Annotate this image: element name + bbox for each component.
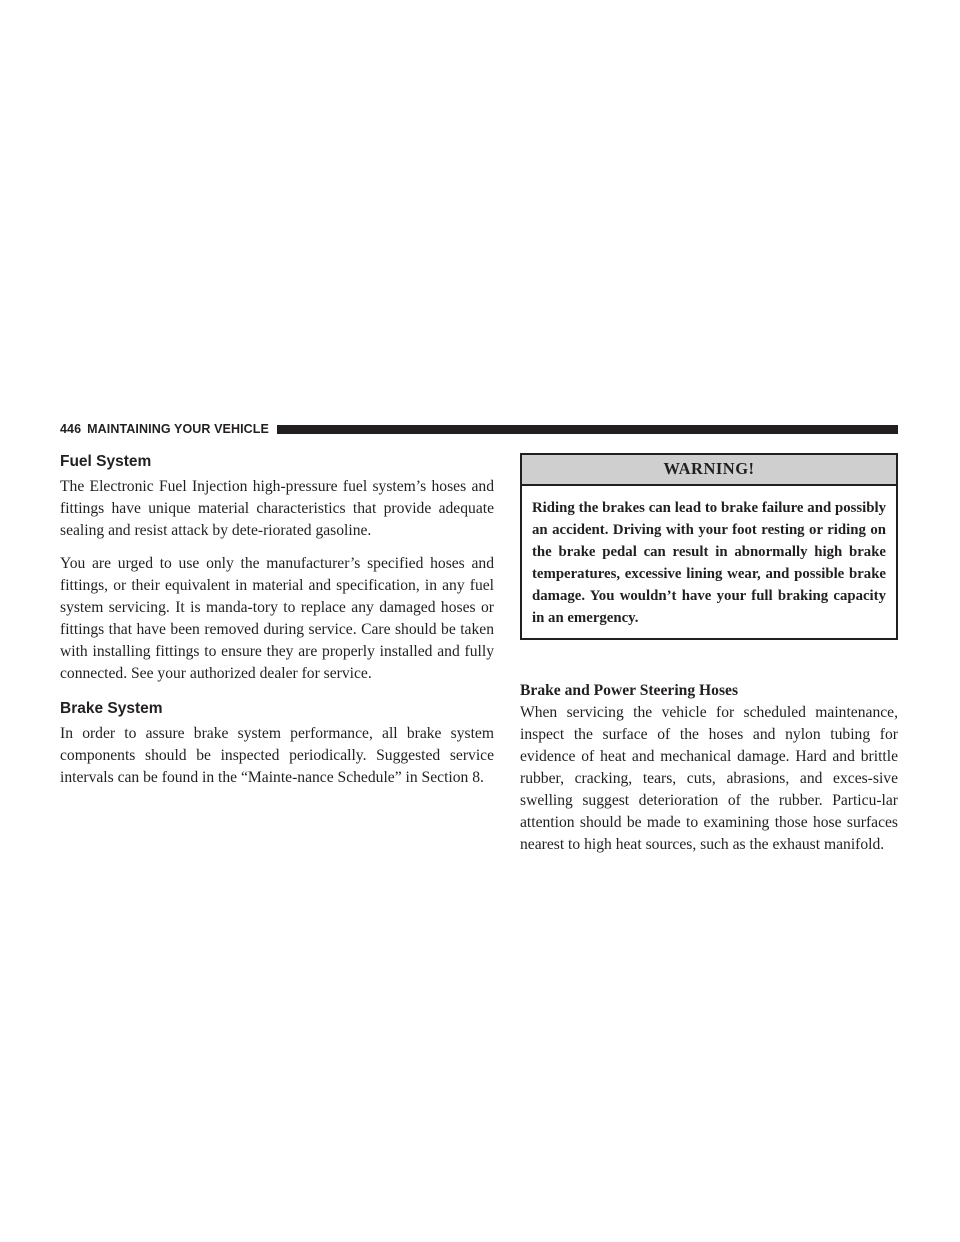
brake-system-heading: Brake System xyxy=(60,700,163,717)
brake-hoses-paragraph: When servicing the vehicle for scheduled maintenance, inspect the surface of the hoses and nylon tubing for evidence of heat and mechanical damage. Hard and brittle rubber, cracking, tears, cuts, abrasions, and exces-sive swelling suggest deterioration of the rubber. Particu-lar attention should be made to examining those hose surfaces nearest to high heat sources, such as the exhaust manifold. xyxy=(520,704,898,853)
left-column xyxy=(60,452,494,800)
right-column xyxy=(520,453,898,867)
fuel-system-paragraph-2: You are urged to use only the manufacturer’s specified hoses and fittings, or their equivalent in material and specification, in any fuel system servicing. It is manda-tory to replace any damaged hoses or fittings that have been removed during service. Care should be taken with installing fittings to ensure they are properly installed and fully connected. See your authorized dealer for service. xyxy=(60,555,494,682)
fuel-system-paragraph-1: The Electronic Fuel Injection high-pressure fuel system’s hoses and fittings have unique material characteristics that provide adequate sealing and resist attack by dete-riorated gasoline. xyxy=(60,478,494,539)
warning-box xyxy=(520,453,898,640)
brake-hoses-heading: Brake and Power Steering Hoses xyxy=(520,682,739,699)
warning-title: WARNING! xyxy=(522,455,896,486)
page-number: 446 xyxy=(60,422,82,436)
page-header xyxy=(60,421,898,437)
warning-text: Riding the brakes can lead to brake failure and possibly an accident. Driving with your foot resting or riding on the brake pedal can result in abnormally high brake temperatures, excessive lining wear, and possible brake damage. You wouldn’t have your full braking capacity in an emergency. xyxy=(532,500,886,626)
section-title: MAINTAINING YOUR VEHICLE xyxy=(87,422,269,436)
brake-system-paragraph: In order to assure brake system performance, all brake system components should be inspected periodically. Suggested service intervals can be found in the “Mainte-nance Schedule” in Section 8. xyxy=(60,725,494,786)
fuel-system-heading: Fuel System xyxy=(60,453,152,470)
header-rule xyxy=(277,425,898,434)
